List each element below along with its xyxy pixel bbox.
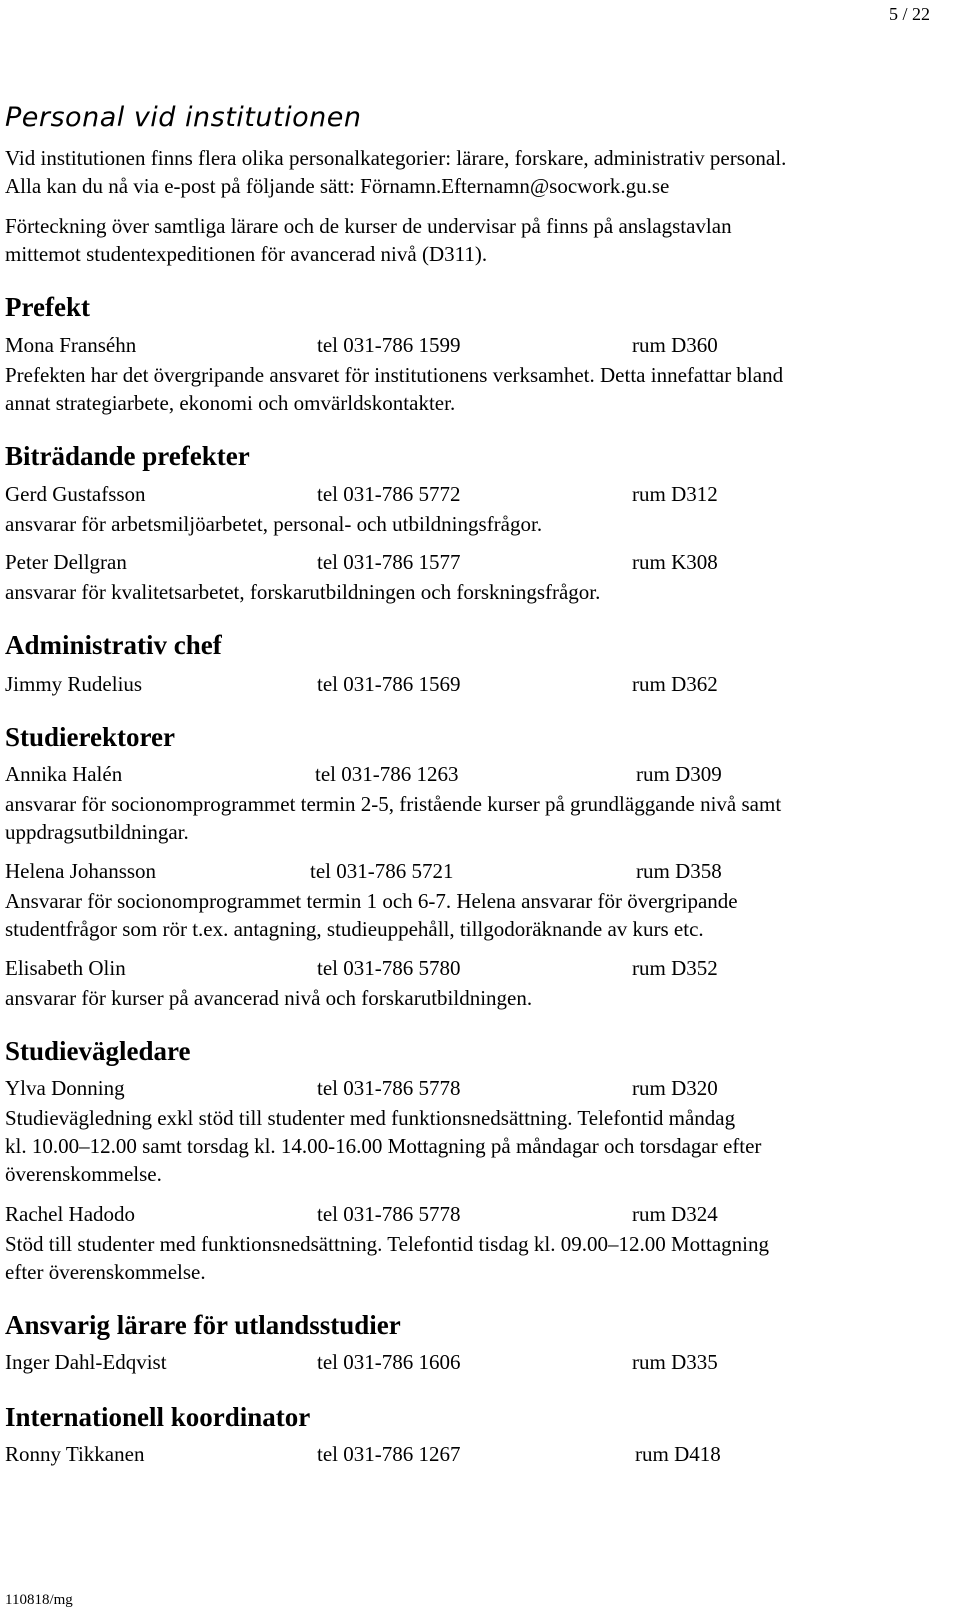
person-description: Studievägledning exkl stöd till studenter med funktionsnedsättning. Telefontid måndag xyxy=(5,1106,736,1130)
person-name: Jimmy Rudelius xyxy=(5,672,143,696)
intro-line-1: Vid institutionen finns flera olika personalkategorier: lärare, forskare, administrativ personal. xyxy=(5,146,787,170)
person-room: rum D418 xyxy=(635,1442,721,1466)
intro-line-2: Alla kan du nå via e-post på följande sätt: Förnamn.Efternamn@socwork.gu.se xyxy=(5,174,670,198)
person-room: rum D320 xyxy=(632,1076,718,1100)
person-description: Stöd till studenter med funktionsnedsättning. Telefontid tisdag kl. 09.00–12.00 Mottagning xyxy=(5,1232,769,1256)
person-room: rum D352 xyxy=(632,956,718,980)
person-name: Peter Dellgran xyxy=(5,550,127,574)
person-description: ansvarar för socionomprogrammet termin 2-5, fristående kurser på grundläggande nivå samt xyxy=(5,792,782,816)
section-heading-studievagledare: Studievägledare xyxy=(5,1036,191,1066)
person-room: rum D312 xyxy=(632,482,718,506)
person-name: Helena Johansson xyxy=(5,859,157,883)
person-name: Ylva Donning xyxy=(5,1076,125,1100)
person-name: Annika Halén xyxy=(5,762,123,786)
person-description: efter överenskommelse. xyxy=(5,1260,206,1284)
section-heading-utland: Ansvarig lärare för utlandsstudier xyxy=(5,1310,401,1340)
section-heading-bitradande: Biträdande prefekter xyxy=(5,441,250,471)
intro-line-3: Förteckning över samtliga lärare och de kurser de undervisar på finns på anslagstavlan xyxy=(5,214,732,238)
person-description: annat strategiarbete, ekonomi och omvärldskontakter. xyxy=(5,391,456,415)
person-description: Ansvarar för socionomprogrammet termin 1 och 6-7. Helena ansvarar för övergripande xyxy=(5,889,738,913)
person-name: Mona Franséhn xyxy=(5,333,137,357)
person-description: kl. 10.00–12.00 samt torsdag kl. 14.00-16.00 Mottagning på måndagar och torsdagar efter xyxy=(5,1134,762,1158)
person-description: ansvarar för kurser på avancerad nivå och forskarutbildningen. xyxy=(5,986,533,1010)
person-phone: tel 031-786 1569 xyxy=(317,672,461,696)
person-description: ansvarar för kvalitetsarbetet, forskarutbildningen och forskningsfrågor. xyxy=(5,580,601,604)
person-description: Prefekten har det övergripande ansvaret för institutionens verksamhet. Detta innefattar bland xyxy=(5,363,784,387)
person-description: ansvarar för arbetsmiljöarbetet, personal- och utbildningsfrågor. xyxy=(5,512,543,536)
intro-line-4: mittemot studentexpeditionen för avancerad nivå (D311). xyxy=(5,242,488,266)
person-name: Ronny Tikkanen xyxy=(5,1442,145,1466)
section-heading-prefekt: Prefekt xyxy=(5,292,90,322)
person-description: uppdragsutbildningar. xyxy=(5,820,189,844)
person-phone: tel 031-786 5721 xyxy=(310,859,454,883)
person-phone: tel 031-786 1599 xyxy=(317,333,461,357)
person-name: Inger Dahl-Edqvist xyxy=(5,1350,167,1374)
person-room: rum D362 xyxy=(632,672,718,696)
person-room: rum K308 xyxy=(632,550,718,574)
person-name: Gerd Gustafsson xyxy=(5,482,146,506)
section-heading-internationell: Internationell koordinator xyxy=(5,1402,311,1432)
person-name: Elisabeth Olin xyxy=(5,956,126,980)
person-phone: tel 031-786 1263 xyxy=(315,762,459,786)
person-phone: tel 031-786 5772 xyxy=(317,482,461,506)
person-description: överenskommelse. xyxy=(5,1162,162,1186)
person-description: studentfrågor som rör t.ex. antagning, studieuppehåll, tillgodoräknande av kurs etc. xyxy=(5,917,704,941)
section-heading-studierektorer: Studierektorer xyxy=(5,722,175,752)
section-heading-admin: Administrativ chef xyxy=(5,630,222,660)
person-phone: tel 031-786 5780 xyxy=(317,956,461,980)
person-phone: tel 031-786 5778 xyxy=(317,1076,461,1100)
page-number: 5 / 22 xyxy=(888,4,930,24)
person-phone: tel 031-786 1267 xyxy=(317,1442,461,1466)
person-room: rum D309 xyxy=(636,762,722,786)
page-title: Personal vid institutionen xyxy=(5,102,362,133)
person-room: rum D335 xyxy=(632,1350,718,1374)
person-phone: tel 031-786 5778 xyxy=(317,1202,461,1226)
footer-code: 110818/mg xyxy=(5,1592,73,1608)
person-room: rum D360 xyxy=(632,333,718,357)
person-phone: tel 031-786 1606 xyxy=(317,1350,461,1374)
person-room: rum D358 xyxy=(636,859,722,883)
person-phone: tel 031-786 1577 xyxy=(317,550,461,574)
person-name: Rachel Hadodo xyxy=(5,1202,136,1226)
person-room: rum D324 xyxy=(632,1202,718,1226)
